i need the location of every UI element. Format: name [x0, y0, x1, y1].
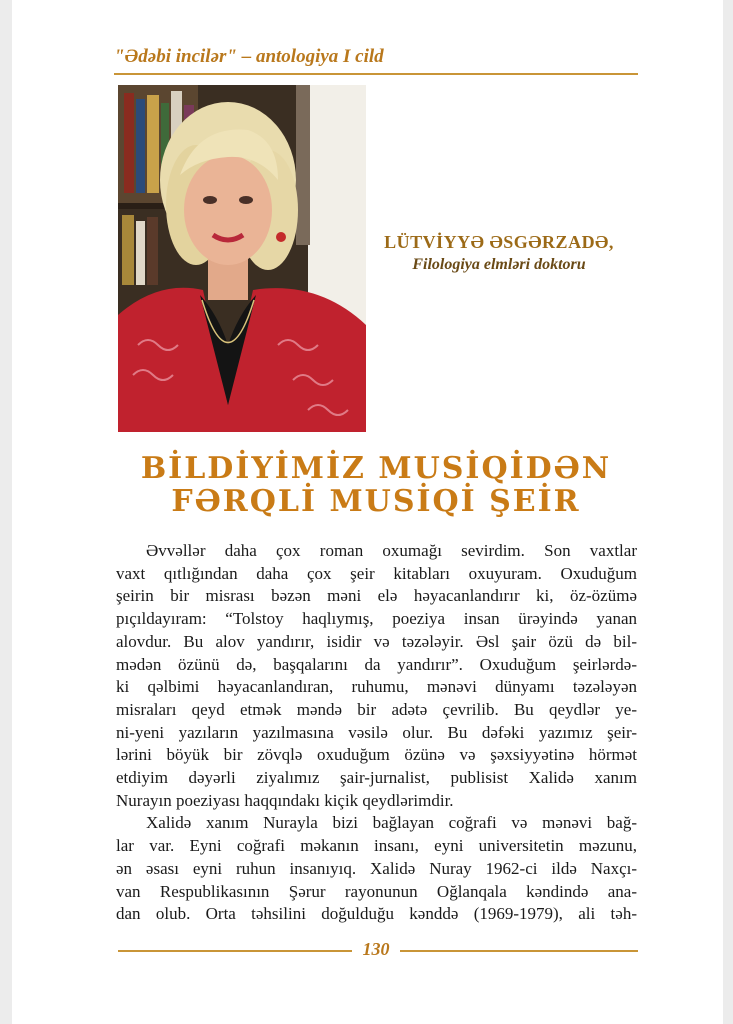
body-line: pıçıldayıram: “Tolstoy haqlıymış, poeziya insan ürəyində yanan [116, 609, 637, 629]
body-line: misraları qeyd etmək məndə bir adətə çevrilib. Bu qeydlər ye- [116, 699, 637, 719]
header-divider [114, 73, 638, 75]
body-line: mədən özünü də, başqalarını da yandırır”. Oxuduğum şeirlərdə- [116, 654, 637, 674]
article-title-line-1: BİLDİYİMİZ MUSİQİDƏN [140, 451, 612, 486]
article-body [116, 540, 637, 926]
body-line: ki qəlbimi həyacanlandıran, ruhumu, mənəvi dünyamı təzələyən [116, 677, 637, 697]
body-line: lar var. Eyni coğrafi məkanın insanı, eyni universitetin məzunu, [116, 836, 637, 856]
page [12, 0, 723, 1024]
body-line: vaxt qıtlığından daha çox şeir kitabları oxuyuram. Oxuduğum [116, 563, 637, 583]
body-line: Xalidə xanım Nurayla bizi bağlayan coğrafi və mənəvi bağ- [146, 813, 637, 833]
body-line: Əvvəllər daha çox roman oxumağı sevirdim. Son vaxtlar [146, 541, 637, 560]
author-block [374, 232, 624, 274]
page-number: 130 [362, 939, 390, 959]
footer-divider-left [118, 950, 352, 952]
body-line: şeirin bir misrası bəzən məni elə həyacanlandırır ki, öz-özümə [116, 586, 637, 606]
body-line: etdiyim dəyərli ziyalımız şair-jurnalist, publisist Xalidə xanım [116, 768, 637, 788]
body-line: Nurayın poeziyası haqqındakı kiçik qeydlərimdir. [116, 790, 454, 810]
footer-divider-right [400, 950, 638, 952]
body-line: ən əsası eyni ruhun insanıyıq. Xalidə Nuray 1962-ci ildə Naxçı- [116, 858, 637, 878]
article-title [114, 452, 638, 518]
author-title: Filologiya elmləri doktoru [412, 256, 586, 273]
author-name: LÜTVİYYƏ ƏSGƏRZADƏ, [384, 232, 614, 252]
running-header: "Ədəbi incilər" – antologiya I cild [114, 46, 384, 67]
body-line: lərini böyük bir zövqlə oxuduğum özünə və şəxsiyyətinə hörmət [116, 745, 637, 765]
article-title-line-2: FƏRQLİ MUSİQİ ŞEİR [171, 484, 581, 519]
author-photo [118, 85, 366, 432]
body-line: ni-yeni yazıların yazılmasına vəsilə olur. Bu dəfəki yazımız şeir- [116, 722, 637, 742]
body-line: alovdur. Bu alov yandırır, isidir və təzələyir. Əsl şair özü də bil- [116, 631, 637, 651]
body-line: dan olub. Orta təhsilini doğulduğu kənddə (1969-1979), ali təh- [116, 904, 637, 924]
body-line: van Respublikasının Şərur rayonunun Oğlanqala kəndində ana- [116, 881, 637, 901]
